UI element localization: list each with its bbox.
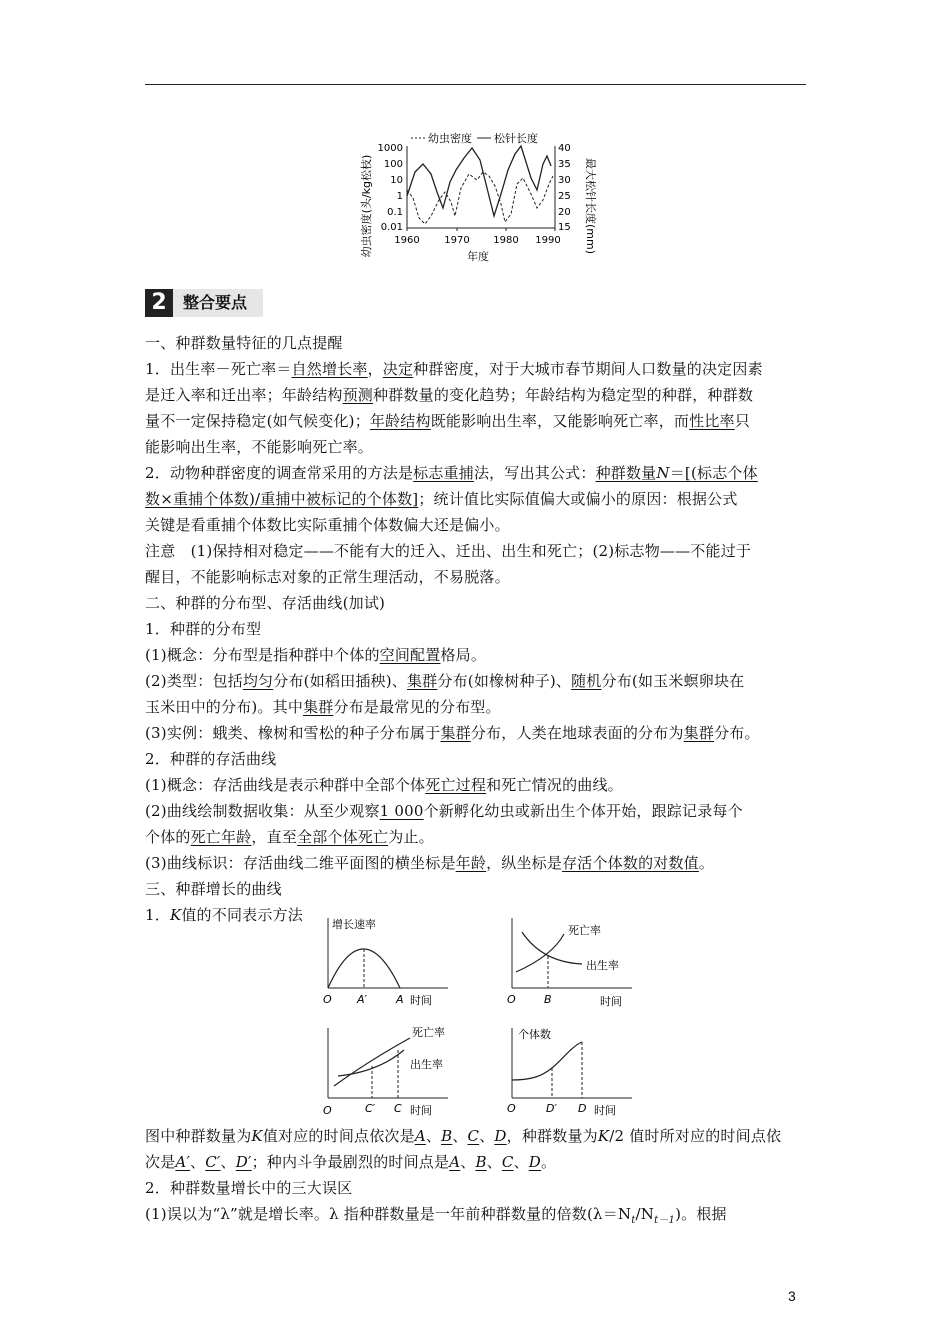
text-line <box>145 408 807 434</box>
graph3-c-prime: C′ <box>365 1102 376 1115</box>
text-segment: 格局。 <box>440 646 487 664</box>
graph3-xlabel: 时间 <box>410 1104 432 1117</box>
left-tick: 100 <box>383 159 403 170</box>
text-segment: t <box>631 1215 636 1226</box>
text-segment: 1．出生率－死亡率＝ <box>145 360 292 378</box>
graph2-birth-label: 出生率 <box>586 959 619 972</box>
text-line <box>145 876 807 902</box>
graph4-curve <box>512 1042 582 1080</box>
text-segment: 预测 <box>342 386 374 404</box>
left-ticks <box>378 143 403 233</box>
text-segment: 分布(如玉米螟卵块在 <box>601 672 745 690</box>
right-ticks <box>558 143 571 233</box>
graph2-origin: O <box>507 993 516 1006</box>
text-segment: 既能影响出生率，又能影响死亡率，而 <box>430 412 690 430</box>
graph3-birth-label: 出生率 <box>410 1058 443 1071</box>
text-segment: 。 <box>698 854 715 872</box>
text-segment: 、 <box>513 1153 529 1171</box>
text-line <box>145 356 807 382</box>
larval-density-line <box>407 172 553 224</box>
x-tick: 1960 <box>394 235 420 246</box>
text-segment: 空间配置 <box>379 646 441 664</box>
text-segment: /2 值时所对应的时间点依 <box>609 1127 782 1145</box>
header-rule <box>145 84 806 85</box>
left-tick: 10 <box>390 175 403 186</box>
birth-death-graph-c <box>318 1024 463 1120</box>
ylabel-right: 最大松针长度(mm) <box>584 157 597 255</box>
text-segment: K <box>597 1127 610 1145</box>
right-tick: 30 <box>558 175 571 186</box>
text-segment: 。 <box>541 1153 557 1171</box>
text-segment: 一、种群数量特征的几点提醒 <box>145 334 343 352</box>
text-segment: A <box>449 1153 461 1171</box>
text-segment: 死亡过程 <box>425 776 487 794</box>
text-line <box>145 694 807 720</box>
left-tick: 0.01 <box>380 222 403 233</box>
text-segment: 、 <box>425 1127 442 1145</box>
right-tick: 35 <box>558 159 571 170</box>
birth-death-graph-b <box>502 912 647 1010</box>
text-segment: N <box>656 464 670 482</box>
text-segment: (2)曲线绘制数据收集：从至少观察 <box>145 802 380 820</box>
text-segment: 分布。 <box>714 724 760 742</box>
text-segment: 全部个体死亡 <box>297 828 389 846</box>
text-line <box>145 902 807 928</box>
right-tick: 20 <box>558 207 571 218</box>
section-title: 整合要点 <box>183 293 248 312</box>
text-segment: 集群 <box>440 724 471 742</box>
legend-dashed-label: 幼虫密度 <box>428 132 472 145</box>
right-tick: 25 <box>558 191 571 202</box>
text-line <box>145 330 807 356</box>
text-segment: C <box>501 1153 514 1171</box>
right-tick: 40 <box>558 143 571 154</box>
text-segment: 二、种群的分布型、存活曲线(加试) <box>145 594 386 612</box>
text-line <box>145 798 807 824</box>
graph4-d-prime: D′ <box>546 1102 557 1115</box>
graph2-b: B <box>544 993 552 1006</box>
text-segment: ，直至 <box>251 828 298 846</box>
text-segment: 1．种群的分布型 <box>145 620 262 638</box>
text-segment: 分布(如橡树种子)、 <box>437 672 572 690</box>
left-tick: 0.1 <box>387 207 403 218</box>
text-segment: 年龄 <box>455 854 487 872</box>
text-segment: 性比率 <box>689 412 735 430</box>
graph1-xlabel: 时间 <box>410 994 432 1007</box>
graph4-origin: O <box>507 1102 516 1115</box>
text-segment: 法，写出其公式： <box>473 464 596 482</box>
text-segment: 存活个体数的对数值 <box>562 854 699 872</box>
text-segment: 个新孵化幼虫或新出生个体开始，跟踪记录每个 <box>423 802 743 820</box>
text-line <box>145 512 807 538</box>
graph1-ylabel: 增长速率 <box>332 918 376 931</box>
text-segment: (3)曲线标识：存活曲线二维平面图的横坐标是 <box>145 854 456 872</box>
text-segment: 注意 (1)保持相对稳定——不能有大的迁入、迁出、出生和死亡；(2)标志物——不能过于 <box>145 542 752 560</box>
text-segment: 和死亡情况的曲线。 <box>486 776 623 794</box>
text-segment: D <box>528 1153 542 1171</box>
x-tick: 1990 <box>535 235 561 246</box>
text-line <box>145 1149 807 1175</box>
text-line <box>145 1123 807 1149</box>
text-line <box>145 382 807 408</box>
text-segment: )。根据 <box>675 1205 727 1223</box>
text-segment: 值的不同表示方法 <box>181 906 303 924</box>
text-segment: 量不一定保持稳定(如气候变化)； <box>145 412 370 430</box>
text-segment: B <box>475 1153 487 1171</box>
needle-length-line <box>407 146 551 216</box>
text-segment: 分布(如稻田插秧)、 <box>273 672 407 690</box>
text-line <box>145 746 807 772</box>
section-badge <box>145 289 263 317</box>
text-segment: 、 <box>479 1127 495 1145</box>
text-segment: (2)类型：包括 <box>145 672 243 690</box>
graph2-xlabel: 时间 <box>600 995 622 1008</box>
x-tick: 1980 <box>493 235 519 246</box>
graph2-death-label: 死亡率 <box>568 924 601 937</box>
text-segment: C′ <box>205 1153 221 1171</box>
text-line <box>145 850 807 876</box>
text-segment: D′ <box>235 1153 252 1171</box>
left-tick: 1000 <box>377 143 403 154</box>
text-segment: 种群密度，对于大城市春节期间人口数量的决定因素 <box>413 360 763 378</box>
right-tick: 15 <box>558 222 571 233</box>
text-line <box>145 590 807 616</box>
text-segment: 、 <box>190 1153 206 1171</box>
text-segment: 随机 <box>571 672 602 690</box>
text-segment: 分布是最常见的分布型。 <box>333 698 501 716</box>
page-number: 3 <box>788 1288 796 1304</box>
graph1-a: A <box>396 993 404 1006</box>
text-segment: ；种内斗争最剧烈的时间点是 <box>251 1153 450 1171</box>
text-line <box>145 1175 807 1201</box>
graph3-birth-curve <box>338 1050 404 1076</box>
text-segment: 是迁入率和迁出率；年龄结构 <box>145 386 343 404</box>
text-segment: 醒目，不能影响标志对象的正常生理活动，不易脱落。 <box>145 568 510 586</box>
text-line <box>145 824 807 850</box>
text-segment: 分布，人类在地球表面的分布为 <box>470 724 684 742</box>
text-segment: A <box>414 1127 426 1145</box>
text-segment: ， <box>367 360 383 378</box>
text-segment: 2．种群的存活曲线 <box>145 750 277 768</box>
text-segment: ，种群数量为 <box>506 1127 598 1145</box>
text-line <box>145 720 807 746</box>
graph4-ylabel: 个体数 <box>518 1028 551 1041</box>
text-segment: 关键是看重捕个体数比实际重捕个体数偏大还是偏小。 <box>145 516 510 534</box>
text-segment: B <box>441 1127 453 1145</box>
text-segment: 能影响出生率，不能影响死亡率。 <box>145 438 374 456</box>
text-segment: ＝[(标志个体 <box>669 464 758 482</box>
text-segment: 玉米田中的分布)。其中 <box>145 698 304 716</box>
text-segment: 1． <box>145 906 170 924</box>
text-line <box>145 642 807 668</box>
text-segment: 种群数量 <box>595 464 657 482</box>
text-segment: 、 <box>452 1127 468 1145</box>
text-segment: C <box>467 1127 480 1145</box>
text-segment: 2．动物种群密度的调查常采用的方法是 <box>145 464 414 482</box>
text-line <box>145 564 807 590</box>
growth-rate-graph <box>318 912 463 1010</box>
text-segment: 2．种群数量增长中的三大误区 <box>145 1179 353 1197</box>
text-segment: 、 <box>460 1153 476 1171</box>
text-segment: 、 <box>486 1153 502 1171</box>
text-line <box>145 486 807 512</box>
text-segment: 三、种群增长的曲线 <box>145 880 282 898</box>
text-segment: 值对应的时间点依次是 <box>262 1127 415 1145</box>
text-segment: (1)概念：存活曲线是表示种群中全部个体 <box>145 776 426 794</box>
text-segment: (1)误以为“λ”就是增长率。λ 指种群数量是一年前种群数量的倍数(λ＝N <box>145 1205 632 1223</box>
text-segment: 均匀 <box>242 672 274 690</box>
text-segment: ，纵坐标是 <box>486 854 563 872</box>
graph1-a-prime: A′ <box>357 993 368 1006</box>
graph3-death-label: 死亡率 <box>412 1026 445 1039</box>
text-segment: 只 <box>734 412 750 430</box>
text-segment: 种群数量的变化趋势；年龄结构为稳定型的种群，种群数 <box>373 386 754 404</box>
text-segment: 图中种群数量为 <box>145 1127 252 1145</box>
legend-solid-label: 松针长度 <box>494 132 538 145</box>
section-number: 2 <box>145 289 173 317</box>
text-segment: 年龄结构 <box>369 412 431 430</box>
text-segment: 、 <box>220 1153 236 1171</box>
text-segment: ；统计值比实际值偏大或偏小的原因：根据公式 <box>418 490 738 508</box>
text-segment: 决定 <box>382 360 414 378</box>
text-segment: 标志重捕 <box>413 464 474 482</box>
graph1-origin: O <box>323 993 332 1006</box>
text-segment: K <box>251 1127 263 1145</box>
density-needle-chart <box>355 124 600 266</box>
population-graph <box>502 1024 647 1120</box>
text-line <box>145 616 807 642</box>
text-segment: 数×重捕个体数)/重捕中被标记的个体数] <box>145 490 419 508</box>
text-segment: 集群 <box>406 672 438 690</box>
graph3-c: C <box>394 1102 402 1115</box>
text-segment: 为止。 <box>388 828 434 846</box>
x-tick: 1970 <box>444 235 470 246</box>
left-tick: 1 <box>396 191 403 202</box>
text-line <box>145 668 807 694</box>
text-segment: 集群 <box>683 724 715 742</box>
text-segment: 集群 <box>303 698 334 716</box>
text-segment: A′ <box>175 1153 191 1171</box>
text-line <box>145 434 807 460</box>
graph4-d: D <box>578 1102 587 1115</box>
text-segment: (1)概念：分布型是指种群中个体的 <box>145 646 380 664</box>
text-segment: (3)实例：蛾类、橡树和雪松的种子分布属于 <box>145 724 441 742</box>
text-line <box>145 1201 807 1234</box>
text-line <box>145 538 807 564</box>
text-segment: K <box>169 906 182 924</box>
text-segment: t－1 <box>654 1215 676 1226</box>
text-line <box>145 772 807 798</box>
text-segment: 自然增长率 <box>291 360 368 378</box>
text-segment: D <box>494 1127 507 1145</box>
text-segment: 次是 <box>145 1153 176 1171</box>
text-segment: /N <box>635 1205 655 1223</box>
text-line <box>145 460 807 486</box>
ylabel-left: 幼虫密度(头/kg松枝) <box>360 154 373 258</box>
text-segment: 1 000 <box>379 802 424 820</box>
text-segment: 死亡年龄 <box>190 828 252 846</box>
text-segment: 个体的 <box>145 828 191 846</box>
graph4-xlabel: 时间 <box>594 1104 616 1117</box>
graph3-origin: O <box>323 1104 332 1117</box>
x-axis-label: 年度 <box>467 250 489 263</box>
graph2-birth-curve <box>516 934 564 972</box>
